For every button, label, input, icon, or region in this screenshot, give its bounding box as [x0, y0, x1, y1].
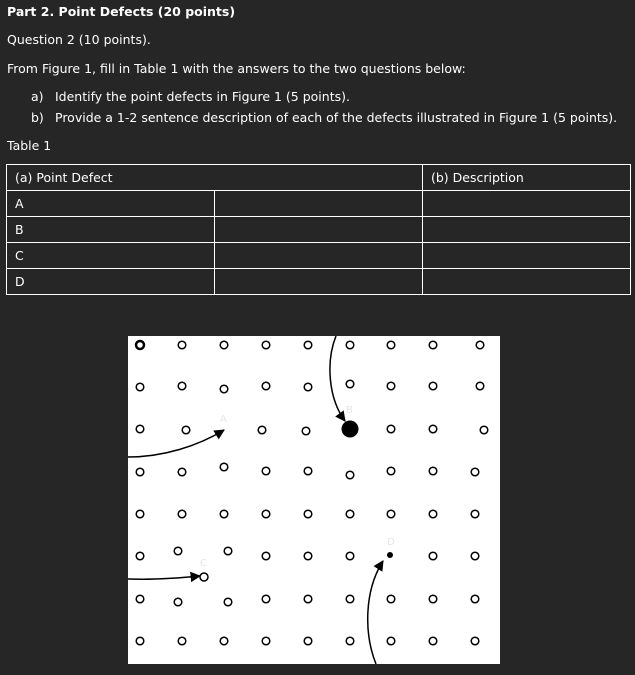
- lattice-atom: [476, 382, 484, 390]
- lattice-atom: [471, 468, 479, 476]
- lattice-atom: [178, 468, 186, 476]
- large-substitutional-atom: [342, 421, 359, 438]
- list-marker: a): [31, 89, 44, 104]
- lattice-atom: [429, 382, 437, 390]
- lattice-atom: [429, 341, 437, 349]
- lattice-atom: [220, 637, 228, 645]
- lattice-atom: [429, 510, 437, 518]
- defect-cell[interactable]: [215, 243, 423, 269]
- lattice-atom: [429, 425, 437, 433]
- lattice-atom: [346, 471, 354, 479]
- table-header-row: [7, 165, 631, 191]
- lattice-atom: [387, 467, 395, 475]
- lattice-atom: [262, 341, 270, 349]
- lattice-atom: [136, 510, 144, 518]
- header-description: (b) Description: [423, 165, 631, 191]
- lattice-atom: [471, 510, 479, 518]
- lattice-atom: [304, 341, 312, 349]
- table-row: [7, 217, 631, 243]
- lattice-atom: [387, 382, 395, 390]
- list-item-text: Provide a 1-2 sentence description of each of the defects illustrated in Figure 1 (5 points).: [55, 110, 618, 125]
- lattice-atom: [224, 598, 232, 606]
- lattice-atom: [387, 341, 395, 349]
- lattice-atom: [136, 468, 144, 476]
- table-row: [7, 269, 631, 295]
- lattice-atom: [262, 637, 270, 645]
- lattice-atom: [387, 595, 395, 603]
- lattice-atom: [262, 382, 270, 390]
- table-row: [7, 243, 631, 269]
- arrow-a: [128, 430, 224, 457]
- description-cell[interactable]: [423, 217, 631, 243]
- list-marker: b): [31, 110, 44, 125]
- lattice-atom: [387, 637, 395, 645]
- lattice-atom: [346, 380, 354, 388]
- lattice-atom: [346, 341, 354, 349]
- table-caption: Table 1: [7, 138, 52, 153]
- lattice-atom: [304, 552, 312, 560]
- lattice-atom: [220, 463, 228, 471]
- arrow-c: [128, 576, 200, 579]
- lattice-atom: [480, 426, 488, 434]
- figure-1-lattice: [128, 336, 500, 664]
- instruction-text: From Figure 1, fill in Table 1 with the answers to the two questions below:: [7, 61, 466, 76]
- arrow-b: [330, 336, 345, 421]
- lattice-atom: [476, 341, 484, 349]
- label-b: B: [346, 405, 353, 416]
- lattice-atom: [136, 341, 144, 349]
- lattice-atom: [262, 595, 270, 603]
- small-interstitial-atom: [387, 552, 393, 558]
- description-cell[interactable]: [423, 243, 631, 269]
- lattice-atom: [471, 637, 479, 645]
- lattice-atom: [136, 637, 144, 645]
- table-row: [7, 191, 631, 217]
- lattice-atom: [224, 547, 232, 555]
- lattice-atom: [304, 383, 312, 391]
- arrow-d: [368, 561, 383, 664]
- lattice-atom: [136, 595, 144, 603]
- part-heading: Part 2. Point Defects (20 points): [7, 4, 236, 19]
- lattice-atom: [429, 595, 437, 603]
- lattice-atom: [471, 552, 479, 560]
- lattice-atom: [178, 382, 186, 390]
- lattice-atom: [429, 637, 437, 645]
- defect-cell[interactable]: [215, 191, 423, 217]
- lattice-atom: [220, 510, 228, 518]
- label-d: D: [387, 537, 395, 548]
- interstitial-atom-c: [200, 573, 208, 581]
- lattice-atom: [136, 425, 144, 433]
- description-cell[interactable]: [423, 191, 631, 217]
- lattice-atom: [346, 637, 354, 645]
- lattice-atom: [387, 510, 395, 518]
- defect-cell[interactable]: [215, 269, 423, 295]
- lattice-atom: [178, 510, 186, 518]
- row-label: B: [7, 217, 215, 243]
- lattice-atom: [220, 385, 228, 393]
- header-point-defect: (a) Point Defect: [7, 165, 423, 191]
- lattice-atom: [136, 552, 144, 560]
- lattice-atom: [220, 341, 228, 349]
- lattice-atom: [174, 547, 182, 555]
- lattice-atom: [262, 467, 270, 475]
- answer-table: [6, 164, 631, 295]
- lattice-atom: [346, 510, 354, 518]
- lattice-atom: [258, 426, 266, 434]
- lattice-atom: [304, 595, 312, 603]
- defect-cell[interactable]: [215, 217, 423, 243]
- lattice-atom: [178, 637, 186, 645]
- lattice-atom: [182, 426, 190, 434]
- lattice-atom: [429, 467, 437, 475]
- lattice-atom: [471, 595, 479, 603]
- lattice-atom: [304, 510, 312, 518]
- lattice-atom: [429, 552, 437, 560]
- list-item-text: Identify the point defects in Figure 1 (5 points).: [55, 89, 350, 104]
- lattice-atom: [304, 467, 312, 475]
- lattice-atom: [262, 510, 270, 518]
- lattice-atom: [346, 595, 354, 603]
- description-cell[interactable]: [423, 269, 631, 295]
- label-a: A: [220, 414, 227, 425]
- lattice-atom: [302, 427, 310, 435]
- row-label: A: [7, 191, 215, 217]
- lattice-atom: [304, 637, 312, 645]
- lattice-atom: [262, 552, 270, 560]
- lattice-atom: [346, 552, 354, 560]
- label-c: C: [200, 558, 207, 569]
- row-label: D: [7, 269, 215, 295]
- lattice-atom: [174, 598, 182, 606]
- question-title: Question 2 (10 points).: [7, 32, 151, 47]
- lattice-atom: [136, 383, 144, 391]
- lattice-atom: [178, 341, 186, 349]
- lattice-atom: [387, 425, 395, 433]
- row-label: C: [7, 243, 215, 269]
